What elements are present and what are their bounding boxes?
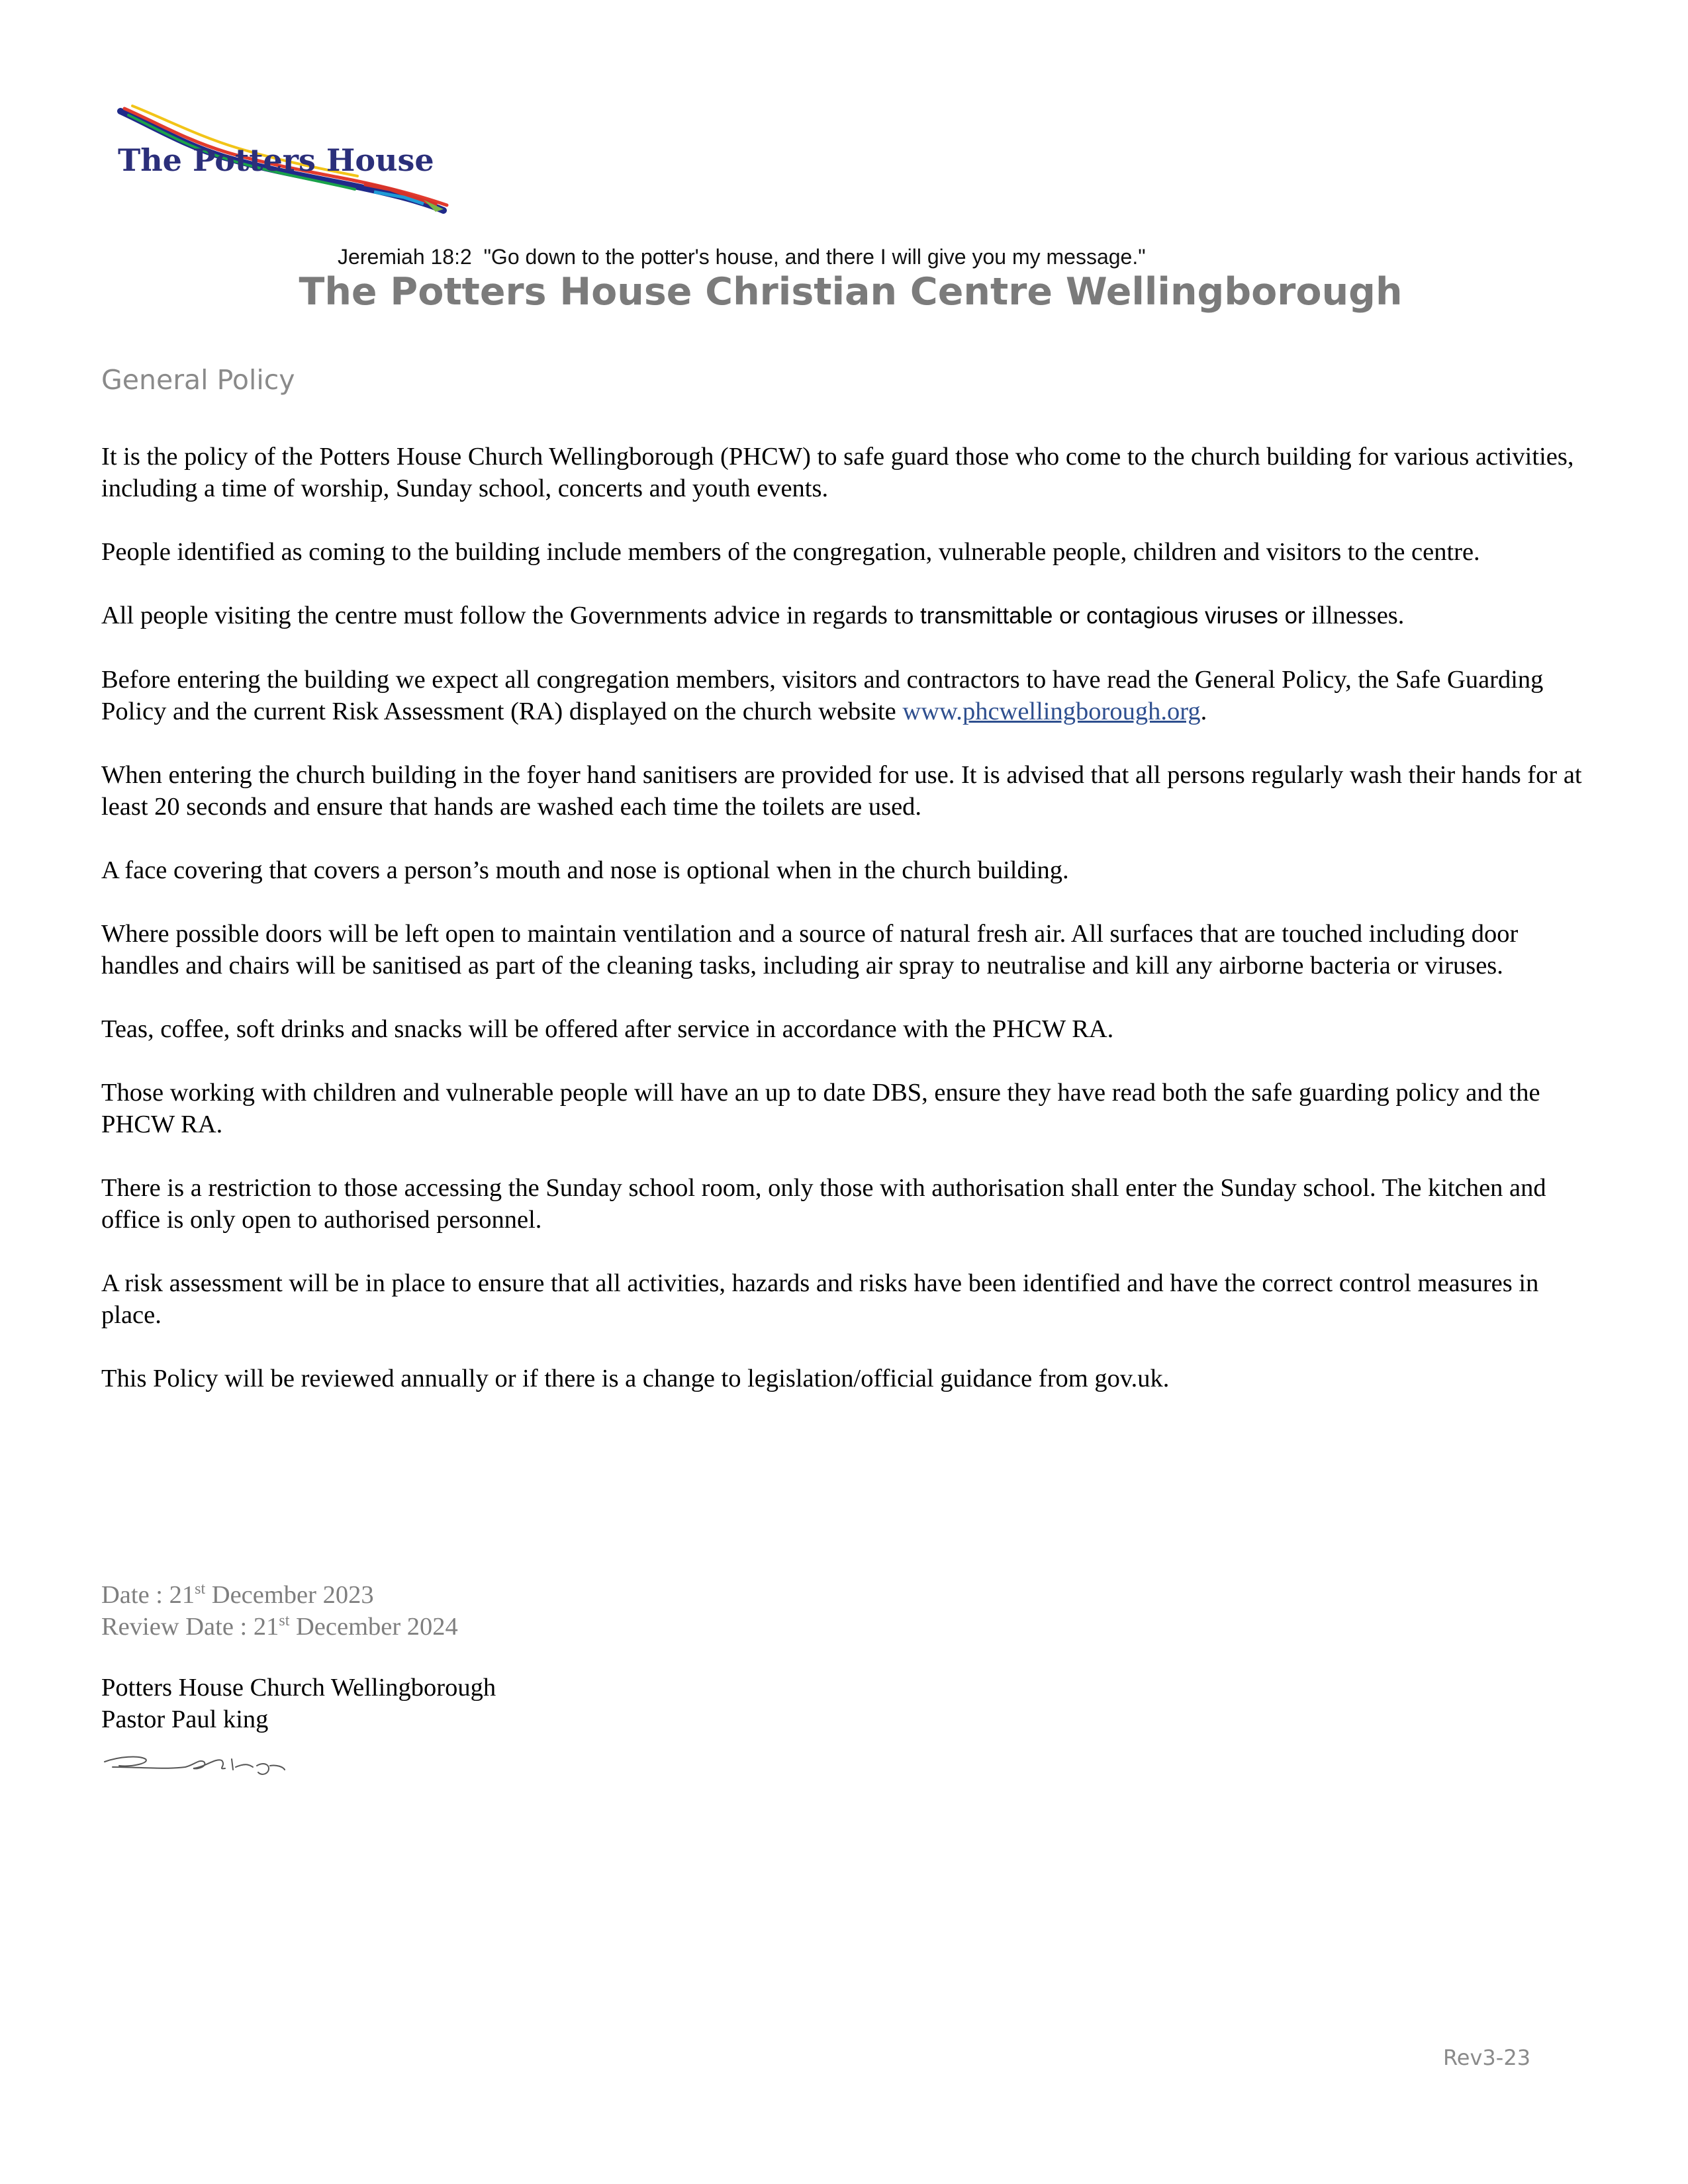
issue-date	[101, 1579, 458, 1611]
issue-date-label: Date : 21	[101, 1581, 195, 1609]
organisation-title: The Potters House Christian Centre Wellingborough	[299, 270, 1403, 314]
paragraph-text: .	[1200, 698, 1207, 725]
issue-date-rest: December 2023	[205, 1581, 374, 1609]
policy-paragraph: When entering the church building in the foyer hand sanitisers are provided for use. It is advised that all persons regularly wash their hands for at least 20 seconds and ensure that hands are washed each time the toilets are used.	[101, 761, 1582, 821]
review-date-label: Review Date : 21	[101, 1613, 279, 1641]
policy-paragraph: Those working with children and vulnerable people will have an up to date DBS, ensure they have read both the safe guarding policy and the PHCW RA.	[101, 1079, 1540, 1138]
logo-wordmark: The Potters House	[118, 142, 434, 178]
potters-house-logo	[113, 99, 536, 215]
section-heading: General Policy	[101, 364, 295, 396]
handwritten-signature	[99, 1747, 298, 1780]
signoff-pastor: Pastor Paul king	[101, 1706, 269, 1733]
paragraph-text: transmittable or contagious viruses or	[920, 603, 1305, 629]
paragraph-text: Before entering the building we expect all congregation members, visitors and contractors to have read the General Policy, the Safe Guarding Policy and the current Risk Assessment (RA) displayed on the church website	[101, 666, 1544, 725]
review-date	[101, 1611, 458, 1643]
scripture-verse: Jeremiah 18:2 "Go down to the potter's house, and there I will give you my message."	[338, 245, 1146, 269]
revision-label: Rev3-23	[1443, 2045, 1531, 2070]
policy-paragraph: It is the policy of the Potters House Church Wellingborough (PHCW) to safe guard those who come to the church building for various activities, including a time of worship, Sunday school, concerts and youth events.	[101, 443, 1574, 502]
policy-paragraph: A risk assessment will be in place to ensure that all activities, hazards and risks have been identified and have the correct control measures in place.	[101, 1269, 1539, 1329]
policy-paragraph: Where possible doors will be left open to maintain ventilation and a source of natural fresh air. All surfaces that are touched including door handles and chairs will be sanitised as part of the cleaning tasks, including air spray to neutralise and kill any airborne bacteria or viruses.	[101, 920, 1519, 979]
policy-dates	[101, 1579, 458, 1643]
signoff-block	[101, 1672, 496, 1735]
policy-paragraph: People identified as coming to the building include members of the congregation, vulnerable people, children and visitors to the centre.	[101, 538, 1480, 566]
policy-body	[101, 441, 1591, 1426]
website-link[interactable]: phcwellingborough.org	[962, 698, 1201, 725]
signoff-organisation: Potters House Church Wellingborough	[101, 1674, 496, 1702]
policy-paragraph: There is a restriction to those accessing the Sunday school room, only those with authorisation shall enter the Sunday school. The kitchen and office is only open to authorised personnel.	[101, 1174, 1546, 1234]
review-date-rest: December 2024	[289, 1613, 458, 1641]
policy-paragraph	[101, 600, 1591, 632]
review-date-suffix: st	[279, 1612, 290, 1630]
paragraph-text: illnesses.	[1305, 602, 1405, 629]
policy-paragraph: This Policy will be reviewed annually or if there is a change to legislation/official guidance from gov.uk.	[101, 1365, 1170, 1392]
website-link-prefix[interactable]: www.	[902, 698, 962, 725]
paragraph-text: All people visiting the centre must follow the Governments advice in regards to	[101, 602, 921, 629]
policy-paragraph	[101, 664, 1591, 727]
issue-date-suffix: st	[195, 1580, 206, 1598]
policy-paragraph: Teas, coffee, soft drinks and snacks will be offered after service in accordance with the PHCW RA.	[101, 1015, 1114, 1043]
policy-paragraph: A face covering that covers a person’s mouth and nose is optional when in the church building.	[101, 856, 1069, 884]
